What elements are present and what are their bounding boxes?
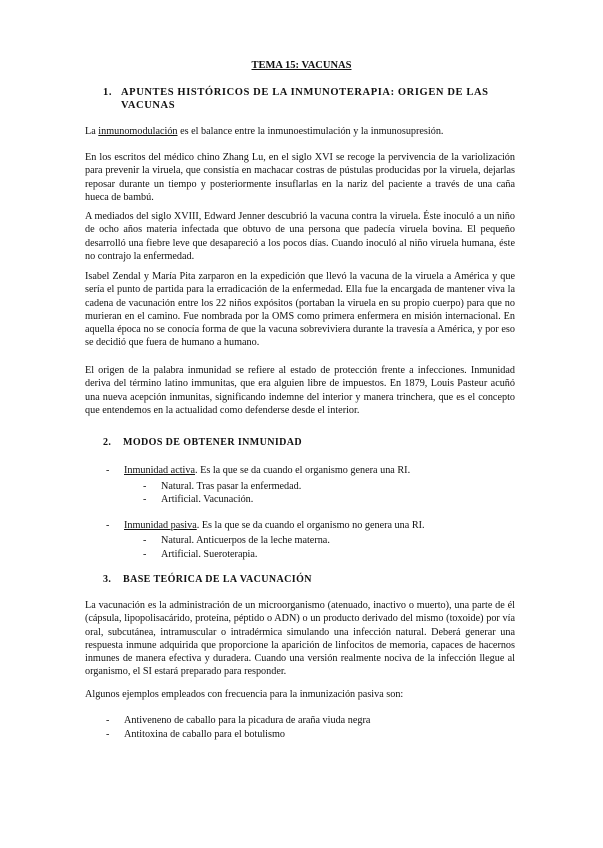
sub-dash: - bbox=[143, 494, 147, 505]
sub-item bbox=[143, 535, 330, 546]
document-title: TEMA 15: VACUNAS bbox=[251, 60, 352, 71]
section-2-heading bbox=[103, 437, 302, 448]
inmunidad-pasiva-desc: . Es la que se da cuando el organismo no genera una RI. bbox=[196, 520, 425, 531]
sub-dash: - bbox=[143, 535, 147, 546]
bullet-dash: - bbox=[106, 715, 110, 726]
paragraph-inmunomodulacion bbox=[85, 125, 515, 138]
section-3-number: 3. bbox=[103, 574, 112, 585]
pasiva-artificial: Artificial. Sueroterapia. bbox=[161, 549, 258, 560]
inmunidad-activa-term: Inmunidad activa bbox=[124, 465, 196, 476]
example-antitoxina: Antitoxina de caballo para el botulismo bbox=[124, 729, 285, 740]
bullet-inmunidad-pasiva bbox=[106, 520, 425, 531]
paragraph-jenner: A mediados del siglo XVIII, Edward Jenner descubrió la vacuna contra la viruela. Éste inoculó a un niño de ocho años materia infectada que obtuvo de una persona que padecía viruela bovina. El pequeño desarrolló una fiebre leve que desapareció a los pocos días. Cuando inoculó al niño viruela humana, éste no contrajo la enfermedad. bbox=[85, 211, 515, 262]
sub-dash: - bbox=[143, 549, 147, 560]
activa-natural: Natural. Tras pasar la enfermedad. bbox=[161, 481, 302, 492]
activa-artificial: Artificial. Vacunación. bbox=[161, 494, 254, 505]
p1-post: es el balance entre la inmunoestimulación y la inmunosupresión. bbox=[177, 126, 444, 137]
section-2-number: 2. bbox=[103, 437, 112, 448]
p1-term: inmunomodulación bbox=[98, 126, 178, 137]
pasiva-natural: Natural. Anticuerpos de la leche materna. bbox=[161, 535, 330, 546]
sub-item bbox=[143, 481, 301, 492]
section-1-number: 1. bbox=[103, 87, 113, 98]
example-item bbox=[106, 729, 285, 740]
paragraph-zendal: Isabel Zendal y María Pita zarparon en la expedición que llevó la vacuna de la viruela a América y que sería el punto de partida para la erradicación de la enfermedad. Ella fue la encargada de mantener viva la cadena de vacunación entre los 22 niños expósitos (portaban la viruela en su propio cuerpo) para que no murieran en el camino. Fue nombrada por la OMS como primera enfermera en misión internacional. En aquella época no se conocía forma de que la vacuna sobreviviera durante la travesía a América, y por eso se decidió que fuera de humano a humano. bbox=[85, 271, 515, 349]
example-item bbox=[106, 715, 370, 726]
paragraph-variolizacion: En los escritos del médico chino Zhang Lu, en el siglo XVI se recoge la pervivencia de la variolización para prevenir la viruela, que consistía en machacar costras de pústulas producidas por la viruela, dejarlas reposar durante un tiempo y posteriormente insuflarlas en la nariz del paciente a través de una caña hueca de bambú. bbox=[85, 152, 515, 203]
paragraph-inmunidad-origen: El origen de la palabra inmunidad se refiere al estado de protección frente a infecciones. Inmunidad deriva del término latino immunitas, que era alguien libre de impuestos. En 1879, Louis Pasteur acuñó una nueva acepción inmunitas, significando indemne del interior y manera trinchera, que es el concepto que entendemos en la actualidad como defenderse desde el interior. bbox=[85, 365, 515, 416]
bullet-dash: - bbox=[106, 729, 110, 740]
p1-pre: La bbox=[85, 126, 99, 137]
section-3-heading bbox=[103, 574, 312, 585]
paragraph-vacunacion: La vacunación es la administración de un microorganismo (atenuado, inactivo o muerto), una parte de él (cápsula, lipopolisacárido, proteína, péptido o ADN) o un producto derivado del mismo (toxoide) por vía oral, subcutánea, intramuscular o intradérmica simulando una infección natural. Deberá generar una respuesta inmune adquirida que proporcione la aparición de linfocitos de memoria, capaces de hacernos inmunes de manera efectiva y duradera. Cuando una versión realmente nociva de la infección llegue al organismo, el SI estará preparado para responder. bbox=[85, 600, 515, 678]
example-antiveneno: Antiveneno de caballo para la picadura de araña viuda negra bbox=[124, 715, 371, 726]
section-3-title: BASE TEÓRICA DE LA VACUNACIÓN bbox=[123, 574, 312, 585]
sub-dash: - bbox=[143, 481, 147, 492]
bullet-inmunidad-activa bbox=[106, 465, 410, 476]
sub-item bbox=[143, 549, 257, 560]
sub-item bbox=[143, 494, 253, 505]
bullet-dash: - bbox=[106, 520, 110, 531]
inmunidad-pasiva-term: Inmunidad pasiva bbox=[124, 520, 197, 531]
section-1-title: APUNTES HISTÓRICOS DE LA INMUNOTERAPIA: ORIGEN DE LAS VACUNAS bbox=[121, 87, 489, 111]
section-2-title: MODOS DE OBTENER INMUNIDAD bbox=[123, 437, 303, 448]
bullet-dash: - bbox=[106, 465, 110, 476]
paragraph-ejemplos-intro: Algunos ejemplos empleados con frecuencia para la inmunización pasiva son: bbox=[85, 689, 404, 700]
inmunidad-activa-desc: . Es la que se da cuando el organismo genera una RI. bbox=[195, 465, 411, 476]
